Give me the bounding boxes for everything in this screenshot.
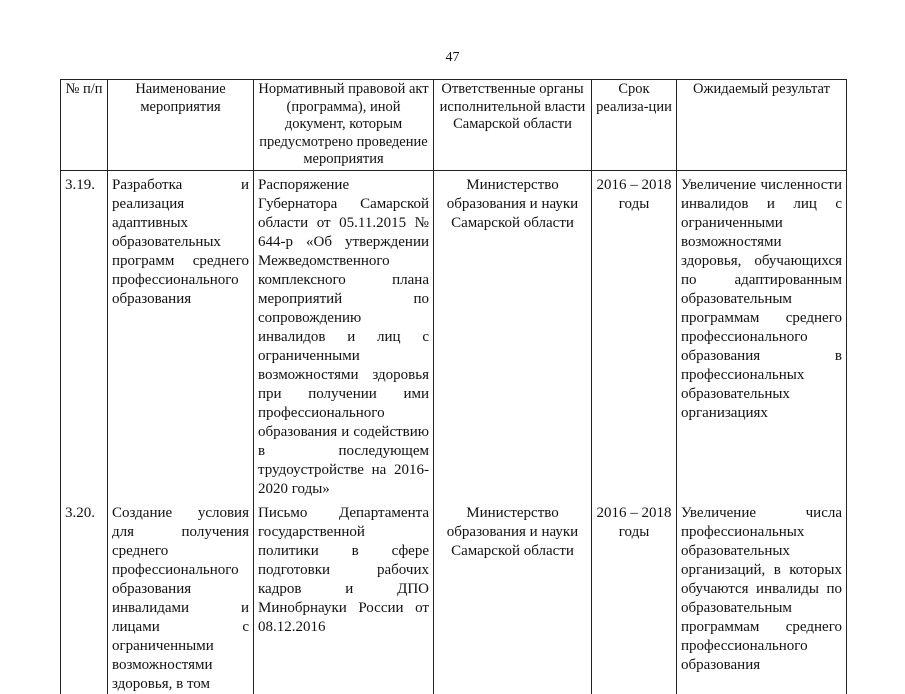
responsible-bodies: Министерство образования и науки Самарской области (434, 499, 592, 694)
table-row (61, 499, 847, 694)
header-deadline: Срок реализа-ции (592, 80, 677, 171)
deadline: 2016 – 2018 годы (592, 499, 677, 694)
header-measure-name: Наименование мероприятия (108, 80, 254, 171)
row-number: 3.20. (61, 499, 108, 694)
responsible-bodies: Министерство образования и науки Самарской области (434, 170, 592, 499)
measure-name: Создание условия для получения среднего профессионального образования инвалидами и лицами с ограниченными возможностями здоровья, в том (108, 499, 254, 694)
page-number: 47 (445, 50, 460, 65)
expected-result: Увеличение числа профессиональных образовательных организаций, в которых обучаются инвалиды по образовательным программам среднего профессионального образования (677, 499, 847, 694)
header-expected-result: Ожидаемый результат (677, 80, 847, 171)
measures-table (60, 79, 847, 694)
legal-act: Письмо Департамента государственной политики в сфере подготовки рабочих кадров и ДПО Минобрнауки России от 08.12.2016 (254, 499, 434, 694)
deadline: 2016 – 2018 годы (592, 170, 677, 499)
table-row (61, 170, 847, 499)
legal-act: Распоряжение Губернатора Самарской области от 05.11.2015 № 644-р «Об утверждении Межведомственного комплексного плана мероприятий по сопровождению инвалидов и лиц с ограниченными возможностями здоровья при получении ими профессионального образования и содействию в последующем трудоустройстве на 2016-2020 годы» (254, 170, 434, 499)
expected-result: Увеличение численности инвалидов и лиц с ограниченными возможностями здоровья, обучающихся по адаптированным образовательным программам среднего профессионального образования в профессиональных образовательных организациях (677, 170, 847, 499)
measure-name: Разработка и реализация адаптивных образовательных программ среднего профессионального образования (108, 170, 254, 499)
header-number: № п/п (61, 80, 108, 171)
table-header-row (61, 80, 847, 171)
header-legal-act: Нормативный правовой акт (программа), иной документ, которым предусмотрено проведение мероприятия (254, 80, 434, 171)
row-number: 3.19. (61, 170, 108, 499)
header-responsible-bodies: Ответственные органы исполнительной власти Самарской области (434, 80, 592, 171)
